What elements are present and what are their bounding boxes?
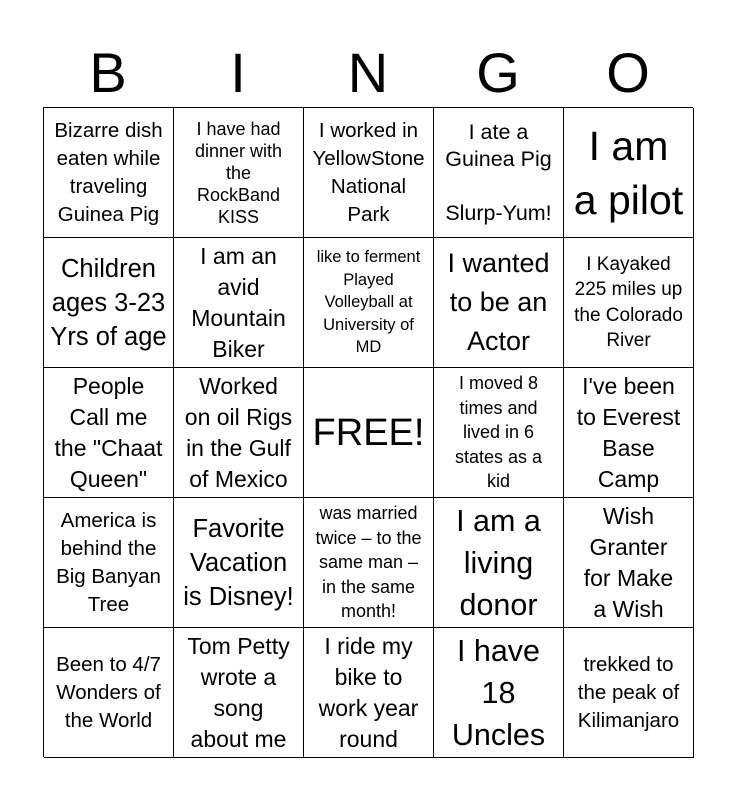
cell-text: like to ferment Played Volleyball at University of MD	[316, 248, 421, 357]
cell-text: I worked in YellowStone National Park	[312, 118, 425, 226]
cell-text: I moved 8 times and lived in 6 states as a kid	[454, 373, 543, 492]
bingo-cell[interactable]	[304, 628, 434, 758]
cell-text: I've been to Everest Base Camp	[576, 372, 681, 492]
header-letter-o: O	[606, 41, 650, 104]
cell-text: People Call me the "Chaat Queen"	[54, 372, 163, 492]
bingo-board	[43, 107, 693, 757]
bingo-cell[interactable]	[174, 238, 304, 368]
bingo-cell[interactable]	[304, 498, 434, 628]
cell-text: I ride my bike to work year round	[318, 632, 419, 752]
cell-text: Worked on oil Rigs in the Gulf of Mexico	[184, 372, 293, 492]
bingo-cell[interactable]	[44, 368, 174, 498]
bingo-cell[interactable]	[44, 498, 174, 628]
header-letter-g: G	[476, 41, 520, 104]
cell-text: Children ages 3-23 Yrs of age	[50, 254, 167, 351]
cell-text: I ate a Guinea Pig Slurp-Yum!	[445, 119, 552, 225]
bingo-cell[interactable]	[564, 628, 694, 758]
bingo-cell[interactable]	[304, 108, 434, 238]
bingo-cell[interactable]	[434, 628, 564, 758]
bingo-cell[interactable]	[44, 108, 174, 238]
bingo-cell[interactable]	[44, 238, 174, 368]
bingo-cell[interactable]	[174, 628, 304, 758]
cell-text: was married twice – to the same man – in the same month!	[315, 503, 422, 622]
bingo-cell[interactable]	[304, 238, 434, 368]
bingo-cell[interactable]	[564, 238, 694, 368]
bingo-cell[interactable]	[174, 108, 304, 238]
bingo-cell[interactable]	[174, 368, 304, 498]
cell-text: I have 18 Uncles	[451, 633, 546, 752]
cell-text: I wanted to be an Actor	[447, 248, 550, 356]
bingo-cell[interactable]	[564, 108, 694, 238]
free-text: FREE!	[312, 411, 425, 454]
bingo-header	[43, 40, 693, 106]
cell-text: Bizarre dish eaten while traveling Guinea Pig	[54, 118, 163, 226]
bingo-cell[interactable]	[564, 368, 694, 498]
cell-text: I am a pilot	[573, 122, 684, 223]
bingo-cell[interactable]	[434, 108, 564, 238]
cell-text: Been to 4/7 Wonders of the World	[56, 652, 161, 732]
cell-text: Wish Granter for Make a Wish	[583, 502, 674, 622]
header-letter-i: I	[230, 41, 246, 104]
cell-text: Tom Petty wrote a song about me	[187, 632, 290, 752]
bingo-cell[interactable]	[564, 498, 694, 628]
cell-text: I have had dinner with the RockBand KISS	[194, 118, 283, 227]
cell-text: trekked to the peak of Kilimanjaro	[577, 652, 680, 732]
bingo-cell[interactable]	[434, 238, 564, 368]
header-letter-n: N	[347, 41, 389, 104]
cell-text: Favorite Vacation is Disney!	[183, 514, 294, 611]
bingo-cell[interactable]	[44, 628, 174, 758]
bingo-cell[interactable]	[434, 368, 564, 498]
header-letter-b: B	[89, 41, 127, 104]
bingo-cell[interactable]	[434, 498, 564, 628]
free-space[interactable]	[304, 368, 434, 498]
cell-text: America is behind the Big Banyan Tree	[56, 508, 161, 616]
cell-text: I Kayaked 225 miles up the Colorado River	[574, 253, 683, 351]
cell-text: I am a living donor	[456, 503, 541, 622]
bingo-cell[interactable]	[174, 498, 304, 628]
cell-text: I am an avid Mountain Biker	[191, 242, 286, 362]
